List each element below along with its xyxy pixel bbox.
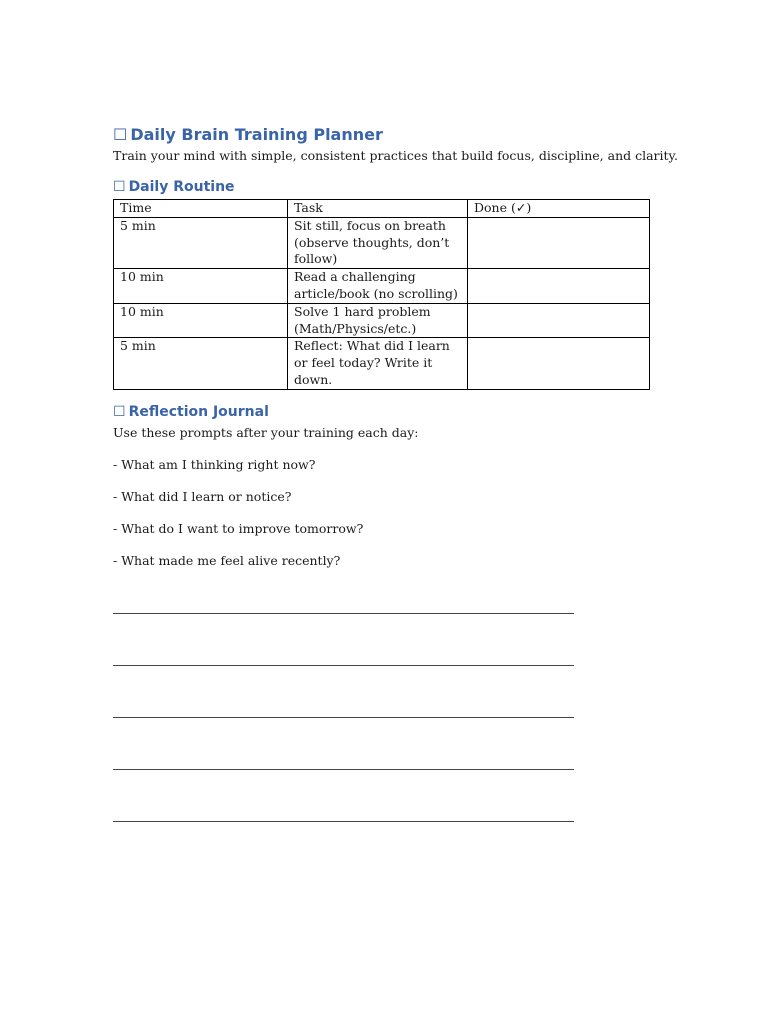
journal-prompt: - What do I want to improve tomorrow? xyxy=(113,520,364,536)
writing-line[interactable] xyxy=(113,769,574,770)
time-cell: 5 min xyxy=(114,217,288,268)
done-cell[interactable] xyxy=(468,338,650,389)
done-cell[interactable] xyxy=(468,217,650,268)
table-row xyxy=(114,217,650,268)
reflection-journal-heading xyxy=(113,402,649,422)
done-cell[interactable] xyxy=(468,303,650,338)
task-cell: Reflect: What did I learn or feel today? Write it down. xyxy=(288,338,468,389)
done-cell[interactable] xyxy=(468,269,650,304)
time-cell: 10 min xyxy=(114,269,288,304)
page-title xyxy=(113,124,649,146)
placeholder-icon: ☐ xyxy=(113,125,128,144)
table-row xyxy=(114,338,650,389)
time-cell: 5 min xyxy=(114,338,288,389)
task-cell: Read a challenging article/book (no scrolling) xyxy=(288,269,468,304)
table-row xyxy=(114,269,650,304)
task-cell: Solve 1 hard problem (Math/Physics/etc.) xyxy=(288,303,468,338)
writing-line[interactable] xyxy=(113,665,574,666)
column-header-done: Done (✓) xyxy=(468,200,650,218)
daily-routine-table xyxy=(113,199,650,390)
task-cell: Sit still, focus on breath (observe thoughts, don’t follow) xyxy=(288,217,468,268)
table-header-row xyxy=(114,200,650,218)
writing-line[interactable] xyxy=(113,613,574,614)
journal-intro: Use these prompts after your training each day: xyxy=(113,424,419,440)
daily-routine-heading xyxy=(113,177,649,197)
column-header-time: Time xyxy=(114,200,288,218)
placeholder-icon: ☐ xyxy=(113,179,126,195)
journal-prompt: - What did I learn or notice? xyxy=(113,488,292,504)
page-subtitle: Train your mind with simple, consistent practices that build focus, discipline, and clarity. xyxy=(113,148,678,163)
journal-prompt: - What am I thinking right now? xyxy=(113,456,316,472)
time-cell: 10 min xyxy=(114,303,288,338)
document-page xyxy=(113,124,678,822)
journal-prompt: - What made me feel alive recently? xyxy=(113,552,341,568)
column-header-task: Task xyxy=(288,200,468,218)
writing-line[interactable] xyxy=(113,821,574,822)
reflection-journal-heading-text: Reflection Journal xyxy=(128,403,269,420)
daily-routine-heading-text: Daily Routine xyxy=(128,179,235,195)
placeholder-icon: ☐ xyxy=(113,403,126,420)
writing-line[interactable] xyxy=(113,717,574,718)
page-title-text: Daily Brain Training Planner xyxy=(130,125,383,144)
table-row xyxy=(114,303,650,338)
